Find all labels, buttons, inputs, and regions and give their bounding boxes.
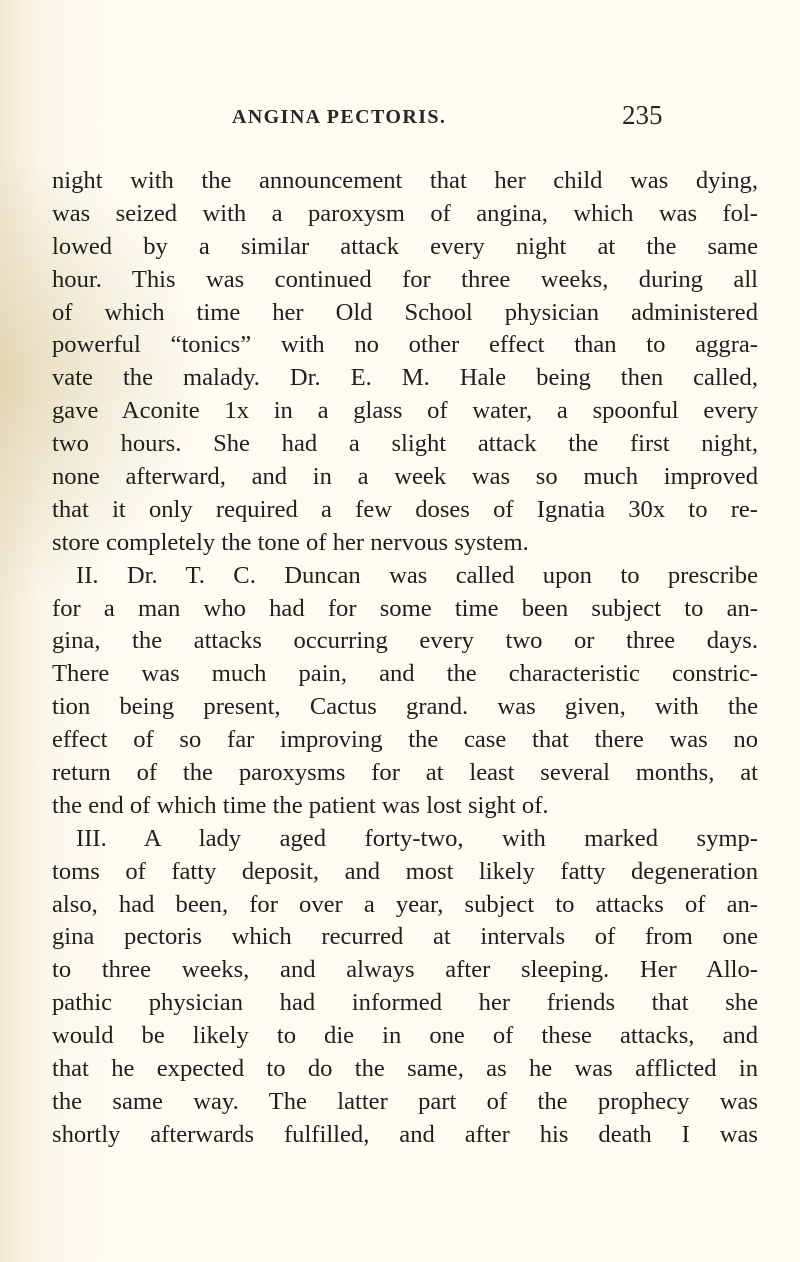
text-line: the same way. The latter part of the prophecy was <box>52 1087 758 1115</box>
text-line: There was much pain, and the characteristic constric- <box>52 660 758 688</box>
text-line: lowed by a similar attack every night at the same <box>52 232 758 260</box>
text-line: tion being present, Cactus grand. was given, with the <box>52 693 758 721</box>
text-line: to three weeks, and always after sleeping. Her Allo- <box>52 956 758 984</box>
text-line: that he expected to do the same, as he was afflicted in <box>52 1055 758 1083</box>
page-number: 235 <box>622 100 663 130</box>
text-line: II. Dr. T. C. Duncan was called upon to prescribe <box>76 561 758 589</box>
text-line: the end of which time the patient was lost sight of. <box>52 791 549 819</box>
text-line: III. A lady aged forty-two, with marked symp- <box>76 824 758 852</box>
running-title: ANGINA PECTORIS. <box>232 106 447 128</box>
text-line: effect of so far improving the case that there was no <box>52 726 758 754</box>
text-line: gave Aconite 1x in a glass of water, a spoonful every <box>52 397 758 425</box>
text-line: gina pectoris which recurred at intervals of from one <box>52 923 758 951</box>
text-line: that it only required a few doses of Ignatia 30x to re- <box>52 495 758 523</box>
text-line: was seized with a paroxysm of angina, which was fol- <box>52 199 758 227</box>
text-line: powerful “tonics” with no other effect than to aggra- <box>52 331 758 359</box>
text-line: gina, the attacks occurring every two or three days. <box>52 627 758 655</box>
text-line: for a man who had for some time been subject to an- <box>52 594 758 622</box>
body-text <box>52 165 758 1152</box>
text-line: shortly afterwards fulfilled, and after his death I was <box>52 1120 758 1148</box>
text-line: none afterward, and in a week was so much improved <box>52 463 758 491</box>
text-line: would be likely to die in one of these attacks, and <box>52 1022 758 1050</box>
page-header <box>0 100 800 140</box>
text-line: return of the paroxysms for at least several months, at <box>52 759 758 787</box>
text-line: hour. This was continued for three weeks, during all <box>52 265 758 293</box>
text-line: store completely the tone of her nervous system. <box>52 528 529 556</box>
text-line: also, had been, for over a year, subject to attacks of an- <box>52 890 758 918</box>
text-line: of which time her Old School physician administered <box>52 298 758 326</box>
text-line: vate the malady. Dr. E. M. Hale being then called, <box>52 364 758 392</box>
text-line: pathic physician had informed her friends that she <box>52 989 758 1017</box>
text-line: toms of fatty deposit, and most likely fatty degeneration <box>52 857 758 885</box>
text-line: night with the announcement that her child was dying, <box>52 167 758 194</box>
text-line: two hours. She had a slight attack the first night, <box>52 430 758 458</box>
